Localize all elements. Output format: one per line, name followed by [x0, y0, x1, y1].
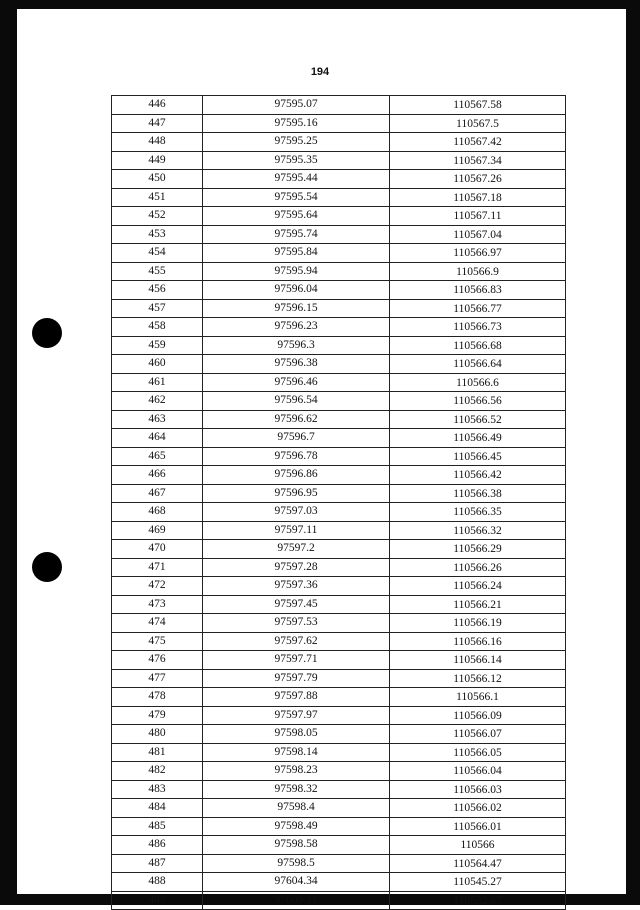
- easting-cell: 97598.14: [203, 743, 390, 762]
- northing-cell: 110567.04: [390, 225, 566, 244]
- table-row: [112, 614, 566, 633]
- table-row: [112, 836, 566, 855]
- point-number-cell: 455: [112, 262, 203, 281]
- point-number-cell: 482: [112, 762, 203, 781]
- easting-cell: 97597.36: [203, 577, 390, 596]
- easting-cell: 97596.95: [203, 484, 390, 503]
- northing-cell: 110564.47: [390, 854, 566, 873]
- table-body: [112, 96, 566, 910]
- northing-cell: 110566.02: [390, 799, 566, 818]
- easting-cell: 97596.46: [203, 373, 390, 392]
- point-number-cell: 469: [112, 521, 203, 540]
- northing-cell: 110567.42: [390, 133, 566, 152]
- point-number-cell: 452: [112, 207, 203, 226]
- table-row: [112, 891, 566, 910]
- easting-cell: 97598.5: [203, 854, 390, 873]
- northing-cell: 110566.77: [390, 299, 566, 318]
- easting-cell: 97595.35: [203, 151, 390, 170]
- table-row: [112, 873, 566, 892]
- point-number-cell: 483: [112, 780, 203, 799]
- northing-cell: 110566: [390, 836, 566, 855]
- northing-cell: 110566.05: [390, 743, 566, 762]
- point-number-cell: 477: [112, 669, 203, 688]
- table-row: [112, 466, 566, 485]
- point-number-cell: 480: [112, 725, 203, 744]
- point-number-cell: 451: [112, 188, 203, 207]
- table-row: [112, 318, 566, 337]
- table-row: [112, 540, 566, 559]
- scan-border-left: [0, 0, 17, 905]
- northing-cell: 110566.9: [390, 262, 566, 281]
- northing-cell: 110566.07: [390, 725, 566, 744]
- table-row: [112, 688, 566, 707]
- table-row: [112, 669, 566, 688]
- northing-cell: 110566.6: [390, 373, 566, 392]
- easting-cell: 97597.2: [203, 540, 390, 559]
- page-number: 194: [310, 66, 330, 78]
- easting-cell: 97596.3: [203, 336, 390, 355]
- easting-cell: 97598.23: [203, 762, 390, 781]
- table-row: [112, 799, 566, 818]
- table-row: [112, 429, 566, 448]
- point-number-cell: 448: [112, 133, 203, 152]
- table-row: [112, 151, 566, 170]
- table-row: [112, 392, 566, 411]
- northing-cell: 110566.35: [390, 503, 566, 522]
- northing-cell: 110566.68: [390, 336, 566, 355]
- point-number-cell: 481: [112, 743, 203, 762]
- point-number-cell: 475: [112, 632, 203, 651]
- point-number-cell: 467: [112, 484, 203, 503]
- point-number-cell: 446: [112, 96, 203, 115]
- easting-cell: 97609.11: [203, 891, 390, 910]
- northing-cell: 110567.26: [390, 170, 566, 189]
- easting-cell: 97598.4: [203, 799, 390, 818]
- point-number-cell: 488: [112, 873, 203, 892]
- easting-cell: 97596.86: [203, 466, 390, 485]
- easting-cell: 97598.05: [203, 725, 390, 744]
- easting-cell: 97595.84: [203, 244, 390, 263]
- easting-cell: 97597.53: [203, 614, 390, 633]
- table-row: [112, 484, 566, 503]
- northing-cell: 110566.64: [390, 355, 566, 374]
- table-row: [112, 225, 566, 244]
- point-number-cell: 457: [112, 299, 203, 318]
- point-number-cell: 450: [112, 170, 203, 189]
- point-number-cell: 447: [112, 114, 203, 133]
- table-row: [112, 133, 566, 152]
- point-number-cell: 453: [112, 225, 203, 244]
- table-row: [112, 521, 566, 540]
- northing-cell: 110566.38: [390, 484, 566, 503]
- table-row: [112, 281, 566, 300]
- northing-cell: 110566.04: [390, 762, 566, 781]
- table-row: [112, 780, 566, 799]
- punch-hole-lower: [32, 552, 62, 582]
- table-row: [112, 336, 566, 355]
- table-row: [112, 595, 566, 614]
- easting-cell: 97596.15: [203, 299, 390, 318]
- northing-cell: 110566.24: [390, 577, 566, 596]
- table-row: [112, 373, 566, 392]
- table-row: [112, 762, 566, 781]
- easting-cell: 97596.54: [203, 392, 390, 411]
- easting-cell: 97597.28: [203, 558, 390, 577]
- point-number-cell: 471: [112, 558, 203, 577]
- point-number-cell: 449: [112, 151, 203, 170]
- point-number-cell: 462: [112, 392, 203, 411]
- northing-cell: 110566.73: [390, 318, 566, 337]
- northing-cell: 110566.1: [390, 688, 566, 707]
- easting-cell: 97597.11: [203, 521, 390, 540]
- table-row: [112, 410, 566, 429]
- northing-cell: 110532.87: [390, 891, 566, 910]
- northing-cell: 110566.14: [390, 651, 566, 670]
- table-row: [112, 96, 566, 115]
- table-row: [112, 817, 566, 836]
- northing-cell: 110567.11: [390, 207, 566, 226]
- table-row: [112, 558, 566, 577]
- easting-cell: 97596.78: [203, 447, 390, 466]
- point-number-cell: 474: [112, 614, 203, 633]
- point-number-cell: 476: [112, 651, 203, 670]
- point-number-cell: 468: [112, 503, 203, 522]
- easting-cell: 97597.97: [203, 706, 390, 725]
- easting-cell: 97597.71: [203, 651, 390, 670]
- northing-cell: 110566.29: [390, 540, 566, 559]
- table-row: [112, 207, 566, 226]
- easting-cell: 97597.79: [203, 669, 390, 688]
- coordinate-table: [111, 95, 565, 910]
- easting-cell: 97595.94: [203, 262, 390, 281]
- northing-cell: 110567.18: [390, 188, 566, 207]
- table-row: [112, 114, 566, 133]
- northing-cell: 110566.52: [390, 410, 566, 429]
- northing-cell: 110566.12: [390, 669, 566, 688]
- northing-cell: 110566.49: [390, 429, 566, 448]
- northing-cell: 110566.26: [390, 558, 566, 577]
- easting-cell: 97596.7: [203, 429, 390, 448]
- easting-cell: 97604.34: [203, 873, 390, 892]
- point-number-cell: 489: [112, 891, 203, 910]
- point-number-cell: 454: [112, 244, 203, 263]
- northing-cell: 110566.21: [390, 595, 566, 614]
- table-row: [112, 725, 566, 744]
- point-number-cell: 470: [112, 540, 203, 559]
- northing-cell: 110545.27: [390, 873, 566, 892]
- point-number-cell: 464: [112, 429, 203, 448]
- northing-cell: 110566.42: [390, 466, 566, 485]
- northing-cell: 110566.09: [390, 706, 566, 725]
- easting-cell: 97596.23: [203, 318, 390, 337]
- scan-border-right: [626, 0, 640, 905]
- northing-cell: 110566.97: [390, 244, 566, 263]
- easting-cell: 97595.44: [203, 170, 390, 189]
- easting-cell: 97595.07: [203, 96, 390, 115]
- point-number-cell: 487: [112, 854, 203, 873]
- northing-cell: 110567.34: [390, 151, 566, 170]
- table-row: [112, 262, 566, 281]
- easting-cell: 97595.25: [203, 133, 390, 152]
- table-row: [112, 188, 566, 207]
- northing-cell: 110566.83: [390, 281, 566, 300]
- northing-cell: 110566.56: [390, 392, 566, 411]
- northing-cell: 110566.32: [390, 521, 566, 540]
- northing-cell: 110566.01: [390, 817, 566, 836]
- scan-border-top: [12, 0, 638, 9]
- northing-cell: 110566.45: [390, 447, 566, 466]
- northing-cell: 110566.19: [390, 614, 566, 633]
- point-number-cell: 484: [112, 799, 203, 818]
- point-number-cell: 466: [112, 466, 203, 485]
- point-number-cell: 456: [112, 281, 203, 300]
- table-row: [112, 632, 566, 651]
- point-number-cell: 485: [112, 817, 203, 836]
- easting-cell: 97597.03: [203, 503, 390, 522]
- table-row: [112, 577, 566, 596]
- easting-cell: 97597.62: [203, 632, 390, 651]
- point-number-cell: 459: [112, 336, 203, 355]
- point-number-cell: 461: [112, 373, 203, 392]
- easting-cell: 97595.16: [203, 114, 390, 133]
- easting-cell: 97598.58: [203, 836, 390, 855]
- point-number-cell: 479: [112, 706, 203, 725]
- easting-cell: 97596.04: [203, 281, 390, 300]
- easting-cell: 97597.88: [203, 688, 390, 707]
- easting-cell: 97595.64: [203, 207, 390, 226]
- table-row: [112, 447, 566, 466]
- punch-hole-upper: [32, 318, 62, 348]
- easting-cell: 97595.74: [203, 225, 390, 244]
- point-number-cell: 465: [112, 447, 203, 466]
- easting-cell: 97596.38: [203, 355, 390, 374]
- table-row: [112, 299, 566, 318]
- table-row: [112, 743, 566, 762]
- point-number-cell: 478: [112, 688, 203, 707]
- easting-cell: 97598.32: [203, 780, 390, 799]
- table-row: [112, 706, 566, 725]
- point-number-cell: 463: [112, 410, 203, 429]
- point-number-cell: 458: [112, 318, 203, 337]
- easting-cell: 97597.45: [203, 595, 390, 614]
- table-row: [112, 503, 566, 522]
- northing-cell: 110567.5: [390, 114, 566, 133]
- point-number-cell: 473: [112, 595, 203, 614]
- table-row: [112, 244, 566, 263]
- northing-cell: 110566.03: [390, 780, 566, 799]
- table-row: [112, 854, 566, 873]
- point-number-cell: 472: [112, 577, 203, 596]
- point-number-cell: 460: [112, 355, 203, 374]
- easting-cell: 97598.49: [203, 817, 390, 836]
- table-row: [112, 170, 566, 189]
- point-number-cell: 486: [112, 836, 203, 855]
- easting-cell: 97595.54: [203, 188, 390, 207]
- northing-cell: 110566.16: [390, 632, 566, 651]
- table-row: [112, 355, 566, 374]
- table-row: [112, 651, 566, 670]
- easting-cell: 97596.62: [203, 410, 390, 429]
- northing-cell: 110567.58: [390, 96, 566, 115]
